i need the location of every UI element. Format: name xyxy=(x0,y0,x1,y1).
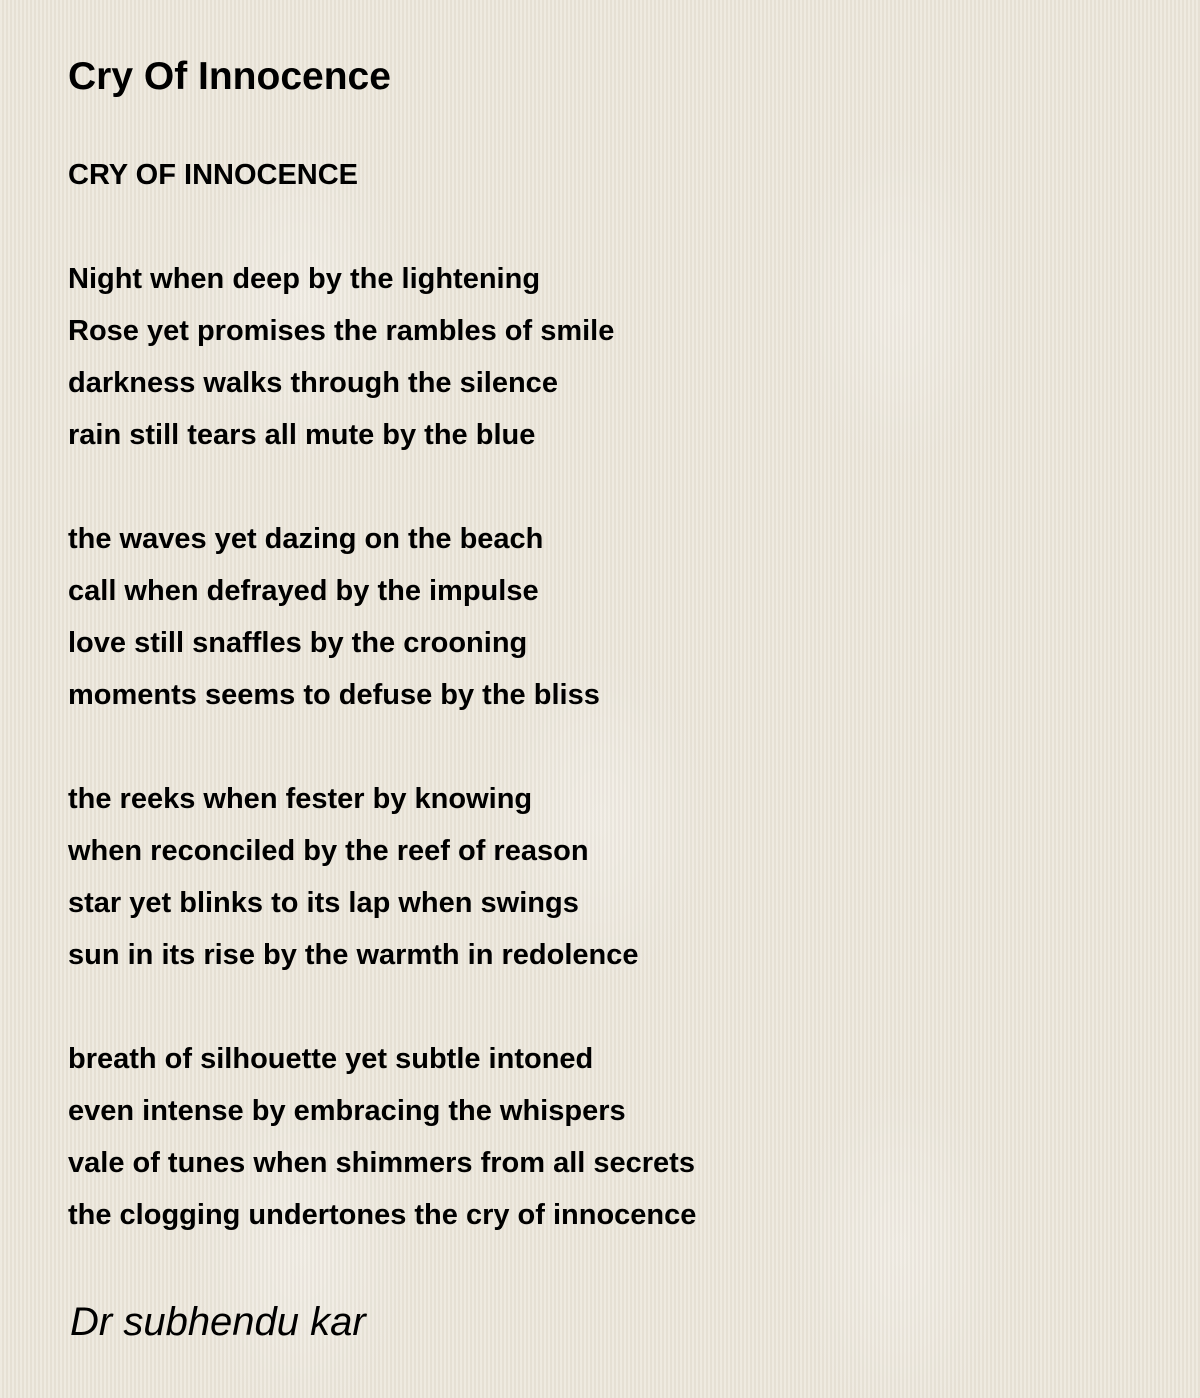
stanza-3 xyxy=(68,773,696,981)
poem-author: Dr subhendu kar xyxy=(70,1300,366,1344)
poem-line: even intense by embracing the whispers xyxy=(68,1095,626,1127)
poem-line: rain still tears all mute by the blue xyxy=(68,419,536,451)
poem-line: star yet blinks to its lap when swings xyxy=(68,887,579,919)
poem-heading: CRY OF INNOCENCE xyxy=(68,159,359,191)
poem-body xyxy=(68,149,696,1241)
poem-line: love still snaffles by the crooning xyxy=(68,627,528,659)
poem-line: vale of tunes when shimmers from all secrets xyxy=(68,1147,695,1179)
poem-line: breath of silhouette yet subtle intoned xyxy=(68,1043,594,1075)
stanza-1 xyxy=(68,253,696,461)
blank-line xyxy=(68,461,696,513)
poem-line: the clogging undertones the cry of innocence xyxy=(68,1199,697,1231)
poem-line: sun in its rise by the warmth in redolence xyxy=(68,939,639,971)
poem-line: the waves yet dazing on the beach xyxy=(68,523,544,555)
poem-line: call when defrayed by the impulse xyxy=(68,575,539,607)
blank-line xyxy=(68,721,696,773)
blank-line xyxy=(68,201,696,253)
poem-line: moments seems to defuse by the bliss xyxy=(68,679,600,711)
poem-line: when reconciled by the reef of reason xyxy=(68,835,589,867)
poem-line: Night when deep by the lightening xyxy=(68,263,541,295)
stanza-2 xyxy=(68,513,696,721)
poem-line: darkness walks through the silence xyxy=(68,367,558,399)
blank-line xyxy=(68,981,696,1033)
stanza-4 xyxy=(68,1033,696,1241)
poem-title: Cry Of Innocence xyxy=(68,55,391,98)
poem-line: Rose yet promises the rambles of smile xyxy=(68,315,615,347)
poem-line: the reeks when fester by knowing xyxy=(68,783,533,815)
